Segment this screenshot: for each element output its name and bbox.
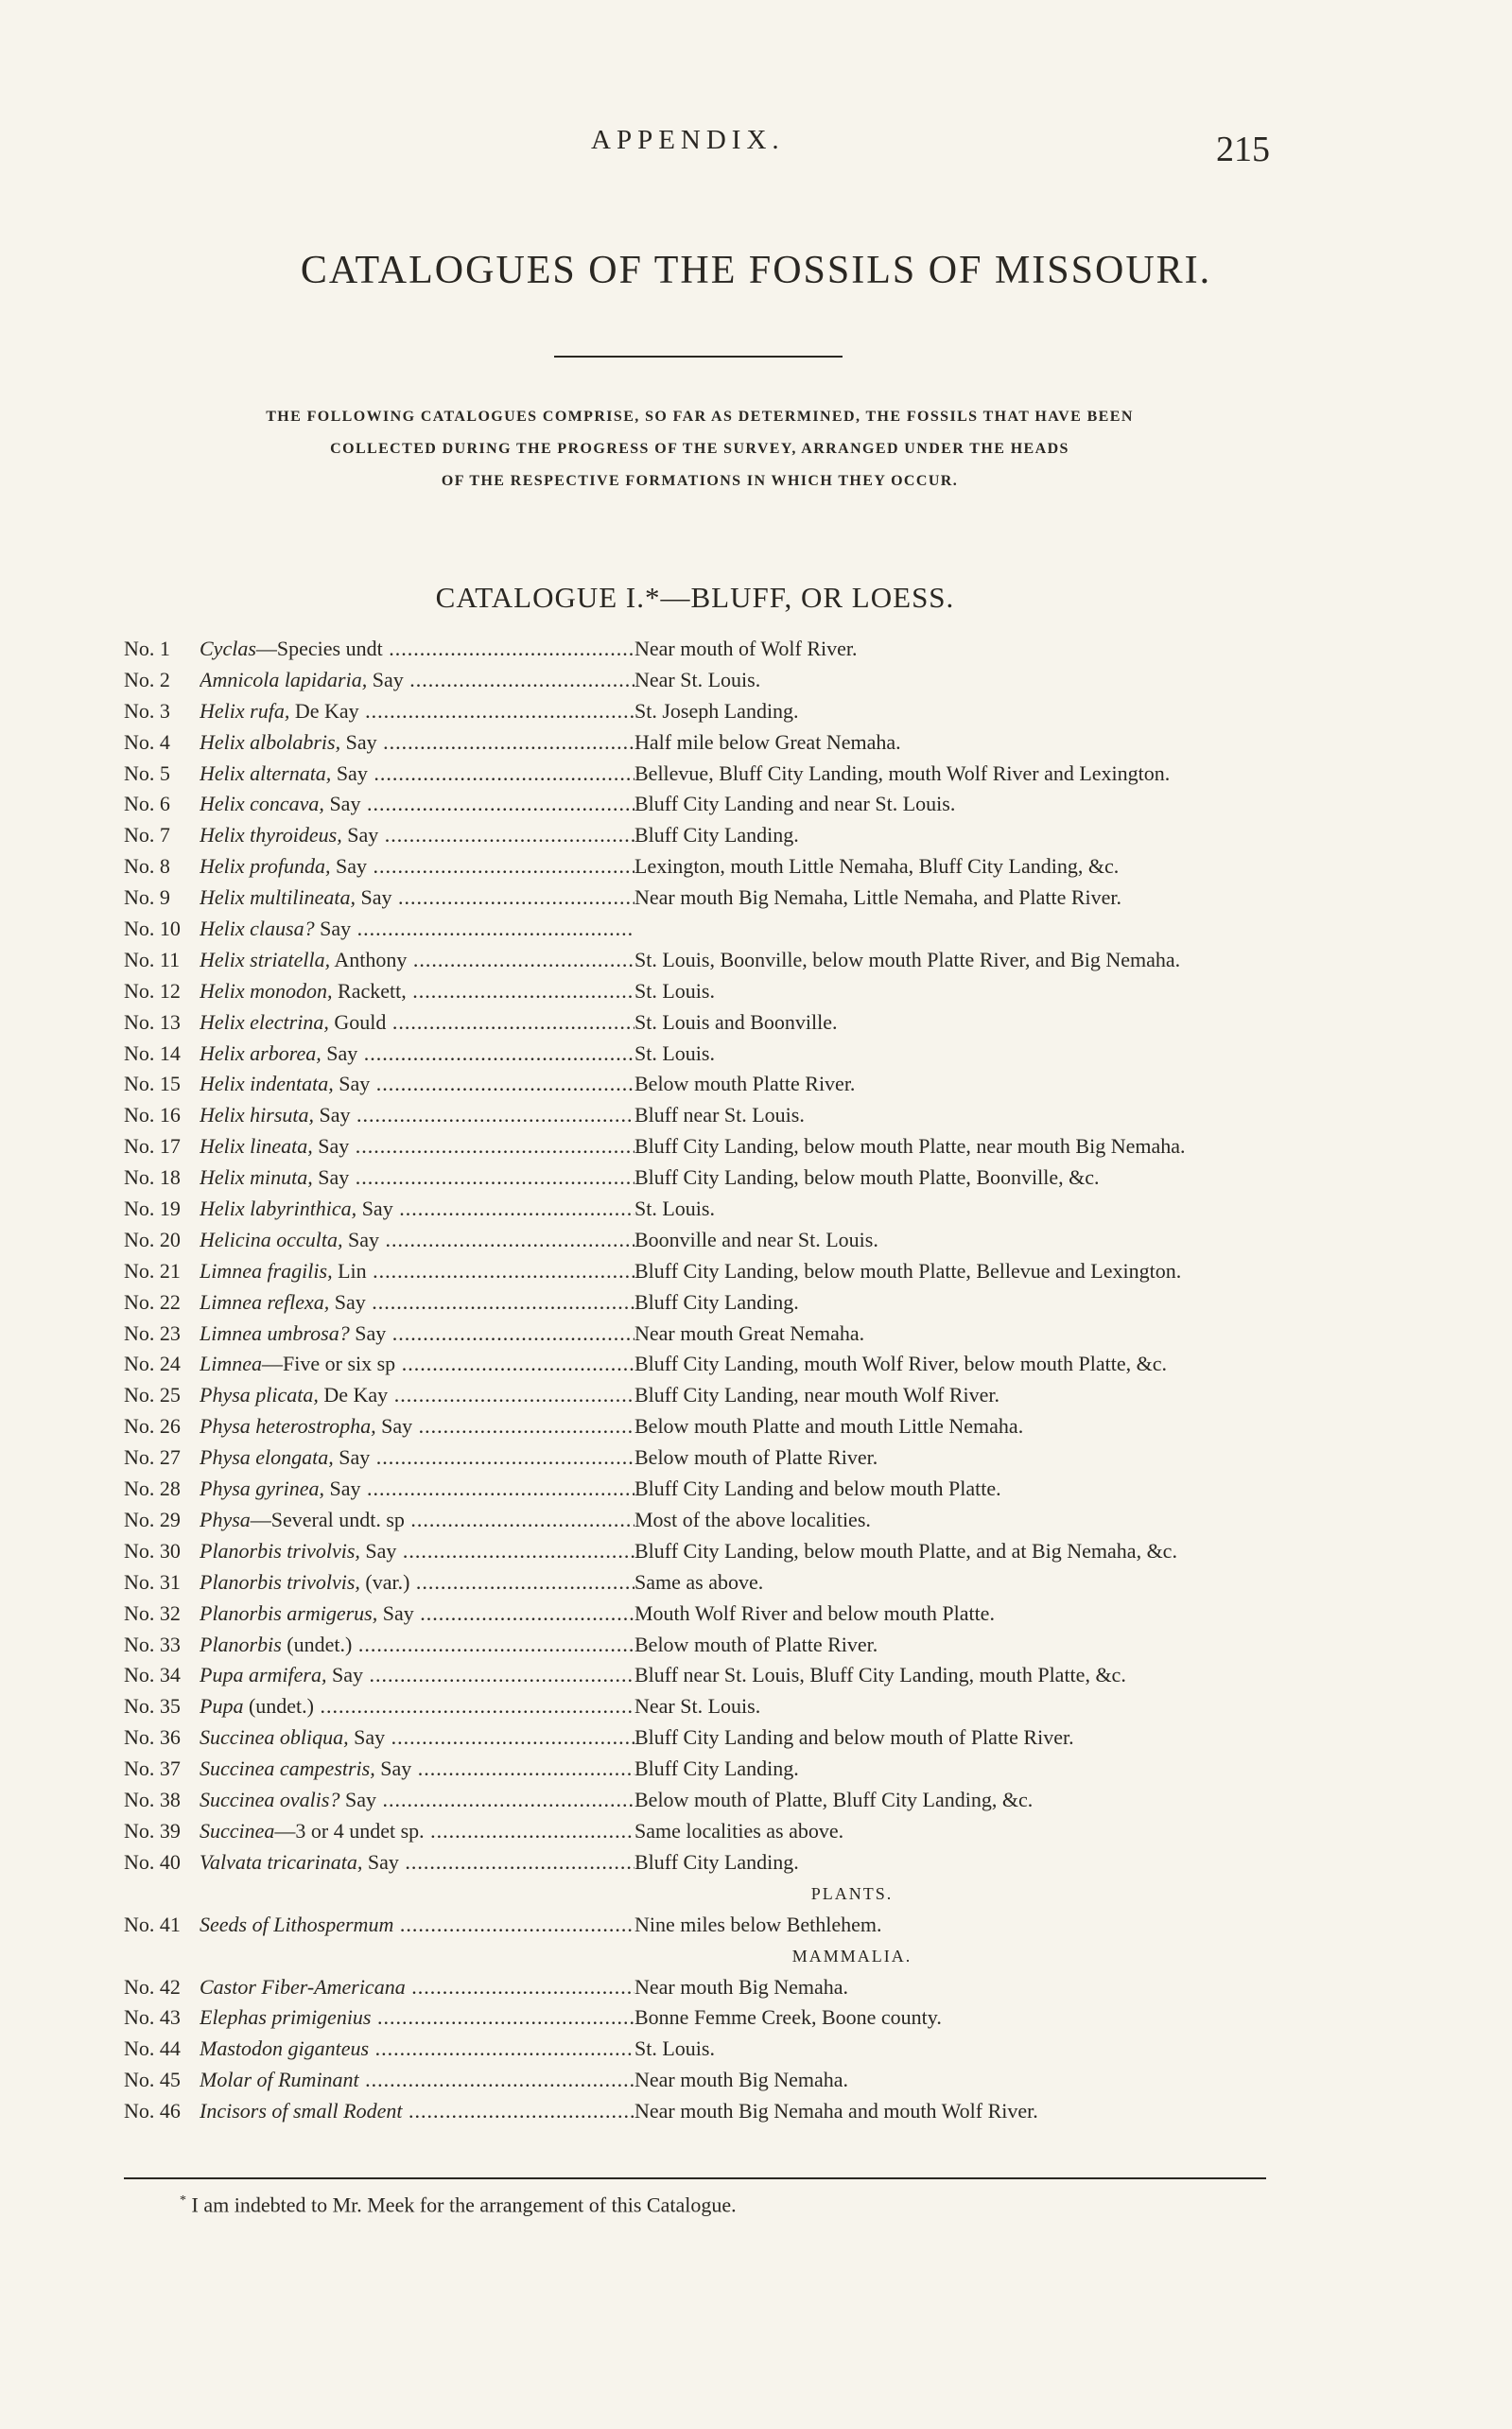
catalogue-entry <box>124 1349 1296 1380</box>
catalogue-entry <box>124 789 1296 820</box>
entry-locality: Near mouth Big Nemaha. <box>634 2065 848 2096</box>
entry-species <box>200 665 634 696</box>
entry-species <box>200 1225 634 1256</box>
entry-species <box>200 2065 634 2096</box>
entry-number: No. 43 <box>124 2005 181 2030</box>
species-author: Say <box>323 1477 361 1501</box>
species-name: Seeds of Lithospermum <box>200 1912 394 1936</box>
entry-species <box>200 1069 634 1100</box>
species-name: Helix albolabris, <box>200 729 341 754</box>
catalogue-entry <box>124 1816 1296 1847</box>
entry-number: No. 28 <box>124 1477 181 1501</box>
entry-species <box>200 1785 634 1816</box>
catalogue-entry <box>124 1442 1296 1474</box>
entry-locality: Below mouth of Platte, Bluff City Landing, &c. <box>634 1785 1033 1816</box>
catalogue-entry <box>124 1380 1296 1411</box>
entry-number: No. 15 <box>124 1072 181 1096</box>
entry-number: No. 35 <box>124 1694 181 1719</box>
species-author: De Kay <box>289 698 359 723</box>
entry-species <box>200 759 634 790</box>
entry-locality: Bluff City Landing, below mouth Platte, near mouth Big Nemaha. <box>634 1131 1186 1162</box>
catalogue-entry <box>124 1194 1296 1225</box>
entry-locality: Bluff City Landing and below mouth of Platte River. <box>634 1722 1074 1754</box>
entry-locality: Bluff near St. Louis. <box>634 1100 805 1131</box>
species-author: Say <box>340 729 377 754</box>
entry-species <box>200 1972 634 2003</box>
entry-locality: Near mouth Big Nemaha and mouth Wolf River. <box>634 2096 1038 2127</box>
entry-species <box>200 1349 634 1380</box>
catalogue-entry <box>124 1474 1296 1505</box>
entry-locality: Near mouth of Wolf River. <box>634 634 858 665</box>
entry-locality: Bluff near St. Louis, Bluff City Landing, mouth Platte, &c. <box>634 1660 1126 1691</box>
species-name: Physa plicata, <box>200 1383 319 1407</box>
entry-number: No. 12 <box>124 978 181 1003</box>
species-author: Say <box>321 1040 358 1065</box>
entry-number: No. 4 <box>124 729 170 754</box>
entry-locality: Same localities as above. <box>634 1816 843 1847</box>
species-author: Say <box>326 1663 363 1687</box>
entry-locality: Bluff City Landing, mouth Wolf River, below mouth Platte, &c. <box>634 1349 1167 1380</box>
entry-species <box>200 914 634 945</box>
catalogue-entry <box>124 945 1296 976</box>
entry-number: No. 6 <box>124 792 170 816</box>
species-name: Helix labyrinthica, <box>200 1197 357 1221</box>
species-author: Say <box>375 1414 413 1439</box>
species-author: (undet.) <box>281 1632 353 1656</box>
catalogue-entry <box>124 759 1296 790</box>
species-author: —3 or 4 undet sp. <box>274 1818 425 1843</box>
species-author: De Kay <box>318 1383 389 1407</box>
catalogue-entry <box>124 820 1296 851</box>
entry-species <box>200 976 634 1007</box>
species-name: Planorbis trivolvis, <box>200 1538 360 1563</box>
entry-locality: St. Louis. <box>634 2034 715 2065</box>
species-author: Say <box>312 1134 350 1159</box>
catalogue-entry <box>124 851 1296 882</box>
species-name: Helix thyroideus, <box>200 823 342 848</box>
entry-number: No. 46 <box>124 2099 181 2123</box>
entry-locality: St. Louis, Boonville, below mouth Platte River, and Big Nemaha. <box>634 945 1180 976</box>
species-author: Say <box>339 1787 376 1811</box>
species-name: Physa gyrinea, <box>200 1477 324 1501</box>
title-divider <box>554 356 843 358</box>
catalogue-entry <box>124 1910 1296 1941</box>
entry-number: No. 2 <box>124 667 170 691</box>
species-name: Helix arborea, <box>200 1040 322 1065</box>
entry-locality: Bluff City Landing and below mouth Platte. <box>634 1474 1001 1505</box>
species-author: —Several undt. sp <box>250 1507 405 1531</box>
species-name: Succinea obliqua, <box>200 1725 349 1750</box>
species-name: Pupa <box>200 1694 244 1719</box>
intro-line: COLLECTED DURING THE PROGRESS OF THE SURVEY, ARRANGED UNDER THE HEADS <box>330 441 1069 457</box>
catalogue-entry <box>124 2065 1296 2096</box>
catalogue-entry <box>124 1847 1296 1879</box>
entry-species <box>200 1599 634 1630</box>
species-author: Say <box>349 1320 387 1345</box>
species-name: Helix lineata, <box>200 1134 313 1159</box>
species-author: Say <box>323 792 361 816</box>
species-name: Limnea reflexa, <box>200 1289 330 1314</box>
species-name: Planorbis trivolvis, <box>200 1569 360 1594</box>
species-author: Say <box>329 1289 366 1314</box>
entry-number: No. 16 <box>124 1103 181 1127</box>
species-name: Helix concava, <box>200 792 324 816</box>
species-author: Say <box>356 1197 393 1221</box>
species-name: Physa elongata, <box>200 1445 334 1470</box>
species-name: Helix clausa? <box>200 917 315 941</box>
entry-locality: Near St. Louis. <box>634 665 760 696</box>
species-name: Castor Fiber-Americana <box>200 1974 406 1999</box>
species-name: Helix indentata, <box>200 1072 334 1096</box>
entry-number: No. 26 <box>124 1414 181 1439</box>
entry-number: No. 13 <box>124 1009 181 1034</box>
entry-species <box>200 1194 634 1225</box>
entry-locality: Bonne Femme Creek, Boone county. <box>634 2002 942 2034</box>
catalogue-entry <box>124 1599 1296 1630</box>
entry-locality: Near mouth Big Nemaha. <box>634 1972 848 2003</box>
entry-locality: St. Louis. <box>634 1194 715 1225</box>
entry-species <box>200 1442 634 1474</box>
catalogue-entry <box>124 1162 1296 1194</box>
entry-number: No. 34 <box>124 1663 181 1687</box>
entry-locality: St. Louis. <box>634 1039 715 1070</box>
entry-number: No. 38 <box>124 1787 181 1811</box>
entry-species <box>200 634 634 665</box>
entry-number: No. 42 <box>124 1974 181 1999</box>
entry-locality: St. Joseph Landing. <box>634 696 799 727</box>
catalogue-entry <box>124 1039 1296 1070</box>
entry-species <box>200 2002 634 2034</box>
species-name: Limnea umbrosa? <box>200 1320 350 1345</box>
entry-locality: Most of the above localities. <box>634 1505 871 1536</box>
catalogue-entry <box>124 1754 1296 1785</box>
catalogue-entry <box>124 1319 1296 1350</box>
species-author: Lin <box>332 1258 367 1283</box>
catalogue-list <box>124 634 1296 2127</box>
species-name: Planorbis <box>200 1632 282 1656</box>
entry-number: No. 29 <box>124 1507 181 1531</box>
species-author: Say <box>362 1849 399 1874</box>
entry-species <box>200 1380 634 1411</box>
entry-locality: Near St. Louis. <box>634 1691 760 1722</box>
entry-locality: Lexington, mouth Little Nemaha, Bluff City Landing, &c. <box>634 851 1119 882</box>
entry-locality: Near mouth Great Nemaha. <box>634 1319 864 1350</box>
entry-number: No. 27 <box>124 1445 181 1470</box>
entry-number: No. 18 <box>124 1165 181 1190</box>
entry-number: No. 14 <box>124 1040 181 1065</box>
intro-paragraph <box>170 401 1229 498</box>
page-title: CATALOGUES OF THE FOSSILS OF MISSOURI. <box>300 249 1212 292</box>
entry-number: No. 32 <box>124 1600 181 1625</box>
catalogue-entry <box>124 1536 1296 1567</box>
catalogue-entry <box>124 1225 1296 1256</box>
entry-locality: Below mouth of Platte River. <box>634 1442 878 1474</box>
species-name: Elephas primigenius <box>200 2005 372 2030</box>
entry-number: No. 9 <box>124 885 170 910</box>
catalogue-entry <box>124 914 1296 945</box>
catalogue-entry <box>124 1007 1296 1039</box>
entry-locality: Boonville and near St. Louis. <box>634 1225 878 1256</box>
entry-locality: Bluff City Landing, below mouth Platte, and at Big Nemaha, &c. <box>634 1536 1177 1567</box>
entry-species <box>200 1722 634 1754</box>
catalogue-entry <box>124 2002 1296 2034</box>
species-author: Say <box>333 1072 371 1096</box>
species-author: Say <box>377 1600 414 1625</box>
entry-locality: Near mouth Big Nemaha, Little Nemaha, and Platte River. <box>634 882 1121 914</box>
catalogue-entry <box>124 1100 1296 1131</box>
catalogue-entry <box>124 1131 1296 1162</box>
catalogue-entry <box>124 1660 1296 1691</box>
entry-species <box>200 1691 634 1722</box>
entry-locality: Bluff City Landing. <box>634 1847 799 1879</box>
catalogue-heading: CATALOGUE I.*—BLUFF, OR LOESS. <box>435 581 955 614</box>
catalogue-entry <box>124 976 1296 1007</box>
species-name: Helix multilineata, <box>200 885 356 910</box>
species-name: Valvata tricarinata, <box>200 1849 363 1874</box>
catalogue-entry <box>124 1972 1296 2003</box>
entry-species <box>200 1162 634 1194</box>
intro-line: OF THE RESPECTIVE FORMATIONS IN WHICH THEY OCCUR. <box>441 473 959 489</box>
entry-number: No. 37 <box>124 1756 181 1781</box>
species-name: Helix profunda, <box>200 854 331 879</box>
catalogue-entry <box>124 1785 1296 1816</box>
entry-number: No. 31 <box>124 1569 181 1594</box>
catalogue-entry <box>124 1069 1296 1100</box>
species-name: Helix hirsuta, <box>200 1103 314 1127</box>
entry-number: No. 30 <box>124 1538 181 1563</box>
entry-locality: Bluff City Landing, below mouth Platte, Boonville, &c. <box>634 1162 1100 1194</box>
entry-species <box>200 882 634 914</box>
entry-species <box>200 1007 634 1039</box>
species-author: Say <box>314 1103 351 1127</box>
entry-number: No. 17 <box>124 1134 181 1159</box>
species-name: Pupa armifera, <box>200 1663 327 1687</box>
entry-species <box>200 1630 634 1661</box>
species-name: Molar of Ruminant <box>200 2068 359 2092</box>
page-number: 215 <box>1216 130 1270 169</box>
entry-number: No. 44 <box>124 2036 181 2061</box>
entry-species <box>200 1567 634 1599</box>
entry-number: No. 25 <box>124 1383 181 1407</box>
catalogue-entry <box>124 2096 1296 2127</box>
species-name: Helix rufa, <box>200 698 290 723</box>
species-name: Helix alternata, <box>200 760 332 785</box>
entry-number: No. 20 <box>124 1227 181 1251</box>
entry-number: No. 19 <box>124 1197 181 1221</box>
species-name: Planorbis armigerus, <box>200 1600 378 1625</box>
entry-locality: Bluff City Landing. <box>634 1754 799 1785</box>
species-author: Gould <box>328 1009 387 1034</box>
species-name: Limnea <box>200 1352 262 1376</box>
entry-species <box>200 1319 634 1350</box>
entry-number: No. 22 <box>124 1289 181 1314</box>
entry-species <box>200 1536 634 1567</box>
species-author: Say <box>348 1725 386 1750</box>
species-author: Say <box>359 1538 397 1563</box>
entry-species <box>200 1847 634 1879</box>
entry-locality: Bellevue, Bluff City Landing, mouth Wolf River and Lexington. <box>634 759 1170 790</box>
species-author: Say <box>367 667 404 691</box>
species-name: Succinea campestris, <box>200 1756 375 1781</box>
species-author: Say <box>355 885 392 910</box>
entry-locality: Bluff City Landing. <box>634 1287 799 1319</box>
catalogue-entry <box>124 2034 1296 2065</box>
entry-species <box>200 1660 634 1691</box>
species-author: Rackett, <box>332 978 407 1003</box>
species-author: —Five or six sp <box>262 1352 396 1376</box>
footnote-text: I am indebted to Mr. Meek for the arrangement of this Catalogue. <box>191 2193 737 2217</box>
entry-number: No. 8 <box>124 854 170 879</box>
species-name: Physa heterostropha, <box>200 1414 376 1439</box>
species-author: Say <box>374 1756 412 1781</box>
species-author: Say <box>314 917 352 941</box>
entry-species <box>200 1754 634 1785</box>
entry-number: No. 33 <box>124 1632 181 1656</box>
entry-species <box>200 1505 634 1536</box>
footnote-mark: * <box>180 2193 186 2208</box>
entry-species <box>200 1131 634 1162</box>
entry-number: No. 36 <box>124 1725 181 1750</box>
species-author: Anthony <box>330 947 408 971</box>
entry-species <box>200 820 634 851</box>
species-author: (var.) <box>359 1569 410 1594</box>
entry-species <box>200 2034 634 2065</box>
footnote-divider <box>124 2177 1266 2179</box>
entry-number: No. 24 <box>124 1352 181 1376</box>
species-name: Helicina occulta, <box>200 1227 343 1251</box>
footnote <box>180 2185 737 2221</box>
catalogue-entry <box>124 727 1296 759</box>
entry-number: No. 5 <box>124 760 170 785</box>
catalogue-entry <box>124 696 1296 727</box>
catalogue-entry <box>124 1256 1296 1287</box>
entry-number: No. 1 <box>124 637 170 660</box>
entry-number: No. 40 <box>124 1849 181 1874</box>
species-name: Succinea ovalis? <box>200 1787 340 1811</box>
entry-number: No. 7 <box>124 823 170 848</box>
species-author: Say <box>342 1227 380 1251</box>
species-name: Mastodon giganteus <box>200 2036 370 2061</box>
entry-species <box>200 945 634 976</box>
entry-number: No. 45 <box>124 2068 181 2092</box>
entry-species <box>200 1256 634 1287</box>
entry-number: No. 39 <box>124 1818 181 1843</box>
entry-locality: Same as above. <box>634 1567 763 1599</box>
entry-species <box>200 1039 634 1070</box>
intro-line: THE FOLLOWING CATALOGUES COMPRISE, SO FAR AS DETERMINED, THE FOSSILS THAT HAVE BEEN <box>266 409 1134 425</box>
species-author: Say <box>312 1165 350 1190</box>
entry-species <box>200 1411 634 1442</box>
entry-locality: Nine miles below Bethlehem. <box>634 1910 882 1941</box>
entry-number: No. 10 <box>124 917 181 941</box>
entry-species <box>200 789 634 820</box>
section-heading-mammalia: MAMMALIA. <box>791 1946 912 1966</box>
species-author: Say <box>333 1445 371 1470</box>
catalogue-entry <box>124 665 1296 696</box>
entry-species <box>200 727 634 759</box>
species-name: Cyclas <box>200 637 256 660</box>
entry-locality: St. Louis. <box>634 976 715 1007</box>
entry-species <box>200 1100 634 1131</box>
catalogue-entry <box>124 634 1296 665</box>
entry-number: No. 11 <box>124 947 181 971</box>
entry-species <box>200 1816 634 1847</box>
entry-species <box>200 2096 634 2127</box>
entry-locality: Bluff City Landing, near mouth Wolf River. <box>634 1380 999 1411</box>
species-author: Say <box>330 854 367 879</box>
entry-locality: Below mouth of Platte River. <box>634 1630 878 1661</box>
catalogue-entry <box>124 1691 1296 1722</box>
entry-species <box>200 1910 634 1941</box>
catalogue-entry <box>124 1411 1296 1442</box>
species-name: Incisors of small Rodent <box>200 2099 403 2123</box>
running-head <box>0 125 1512 169</box>
entry-locality: St. Louis and Boonville. <box>634 1007 838 1039</box>
entry-locality: Half mile below Great Nemaha. <box>634 727 901 759</box>
species-name: Succinea <box>200 1818 275 1843</box>
catalogue-entry <box>124 882 1296 914</box>
species-author: Say <box>341 823 379 848</box>
entry-locality: Bluff City Landing. <box>634 820 799 851</box>
catalogue-entry <box>124 1722 1296 1754</box>
species-name: Helix monodon, <box>200 978 333 1003</box>
catalogue-entry <box>124 1567 1296 1599</box>
species-name: Limnea fragilis, <box>200 1258 333 1283</box>
entry-locality: Bluff City Landing, below mouth Platte, Bellevue and Lexington. <box>634 1256 1181 1287</box>
entry-number: No. 23 <box>124 1320 181 1345</box>
entry-locality: Below mouth Platte and mouth Little Nemaha. <box>634 1411 1023 1442</box>
catalogue-entry <box>124 1630 1296 1661</box>
species-name: Helix electrina, <box>200 1009 329 1034</box>
entry-locality: Mouth Wolf River and below mouth Platte. <box>634 1599 995 1630</box>
species-name: Amnicola lapidaria, <box>200 667 368 691</box>
species-author: —Species undt <box>255 637 383 660</box>
entry-species <box>200 1287 634 1319</box>
entry-species <box>200 851 634 882</box>
entry-locality: Bluff City Landing and near St. Louis. <box>634 789 955 820</box>
entry-species <box>200 696 634 727</box>
entry-number: No. 3 <box>124 698 170 723</box>
entry-species <box>200 1474 634 1505</box>
species-name: Helix minuta, <box>200 1165 313 1190</box>
running-title: APPENDIX. <box>591 125 785 155</box>
species-author: (undet.) <box>243 1694 314 1719</box>
section-heading-plants: PLANTS. <box>810 1883 894 1903</box>
entry-number: No. 21 <box>124 1258 181 1283</box>
species-name: Physa <box>200 1507 251 1531</box>
species-name: Helix striatella, <box>200 947 331 971</box>
catalogue-entry <box>124 1287 1296 1319</box>
entry-locality: Below mouth Platte River. <box>634 1069 855 1100</box>
entry-number: No. 41 <box>124 1912 181 1936</box>
species-author: Say <box>331 760 368 785</box>
catalogue-entry <box>124 1505 1296 1536</box>
